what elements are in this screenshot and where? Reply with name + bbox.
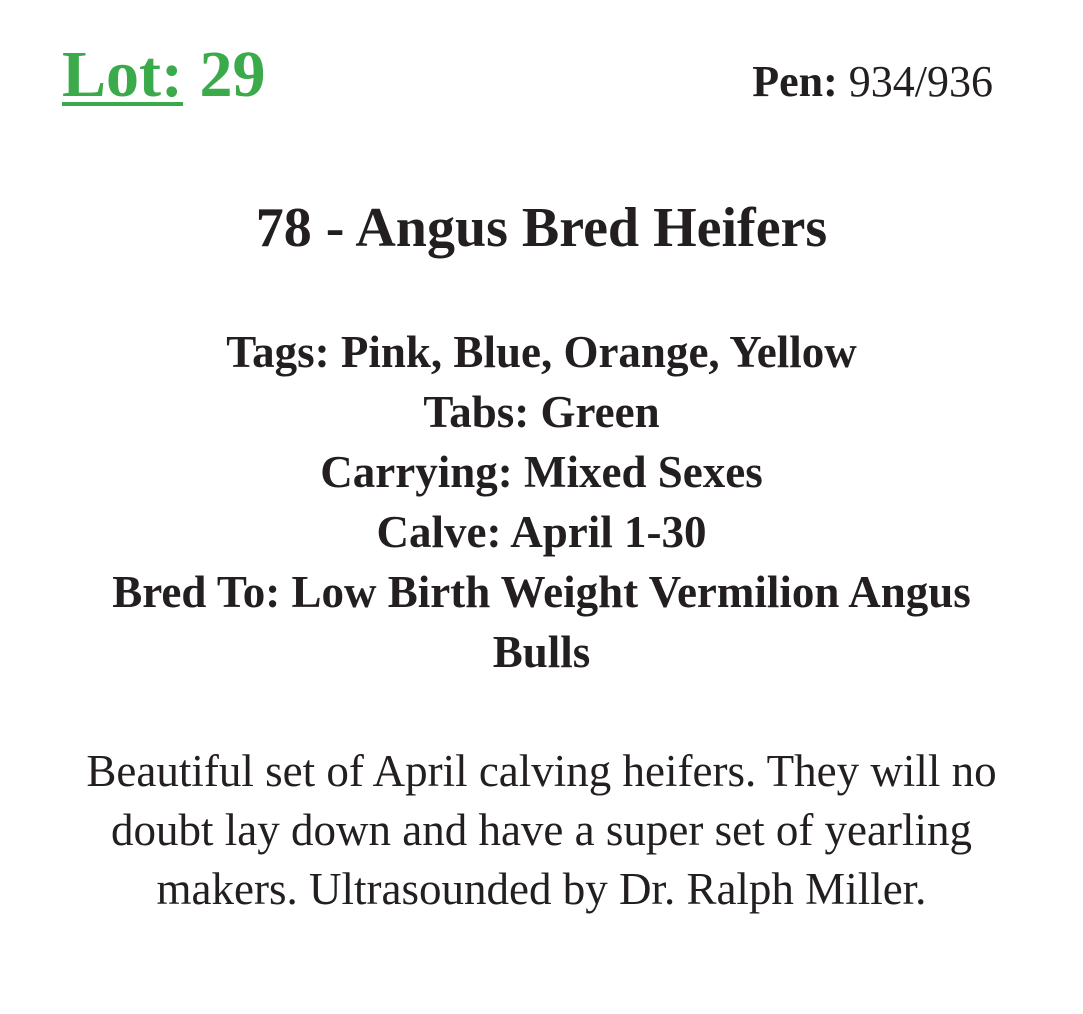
lot-details (60, 322, 1023, 682)
pen-info (752, 56, 993, 108)
tags-line: Tags: Pink, Blue, Orange, Yellow (226, 327, 857, 377)
lot-heading (62, 38, 265, 112)
tabs-line: Tabs: Green (423, 387, 660, 437)
carrying-line: Carrying: Mixed Sexes (320, 447, 763, 497)
pen-label: Pen: (752, 57, 838, 106)
lot-title: 78 - Angus Bred Heifers (255, 197, 828, 259)
calve-line: Calve: April 1-30 (376, 507, 707, 557)
lot-label: Lot: (62, 38, 183, 111)
lot-number: 29 (199, 38, 266, 111)
pen-value: 934/936 (848, 57, 993, 106)
lot-description: Beautiful set of April calving heifers. They will no doubt lay down and have a super set of yearling makers. Ultrasounded by Dr. Ralph Miller. (86, 746, 997, 914)
bred-to-line: Bred To: Low Birth Weight Vermilion Angus Bulls (112, 567, 971, 677)
